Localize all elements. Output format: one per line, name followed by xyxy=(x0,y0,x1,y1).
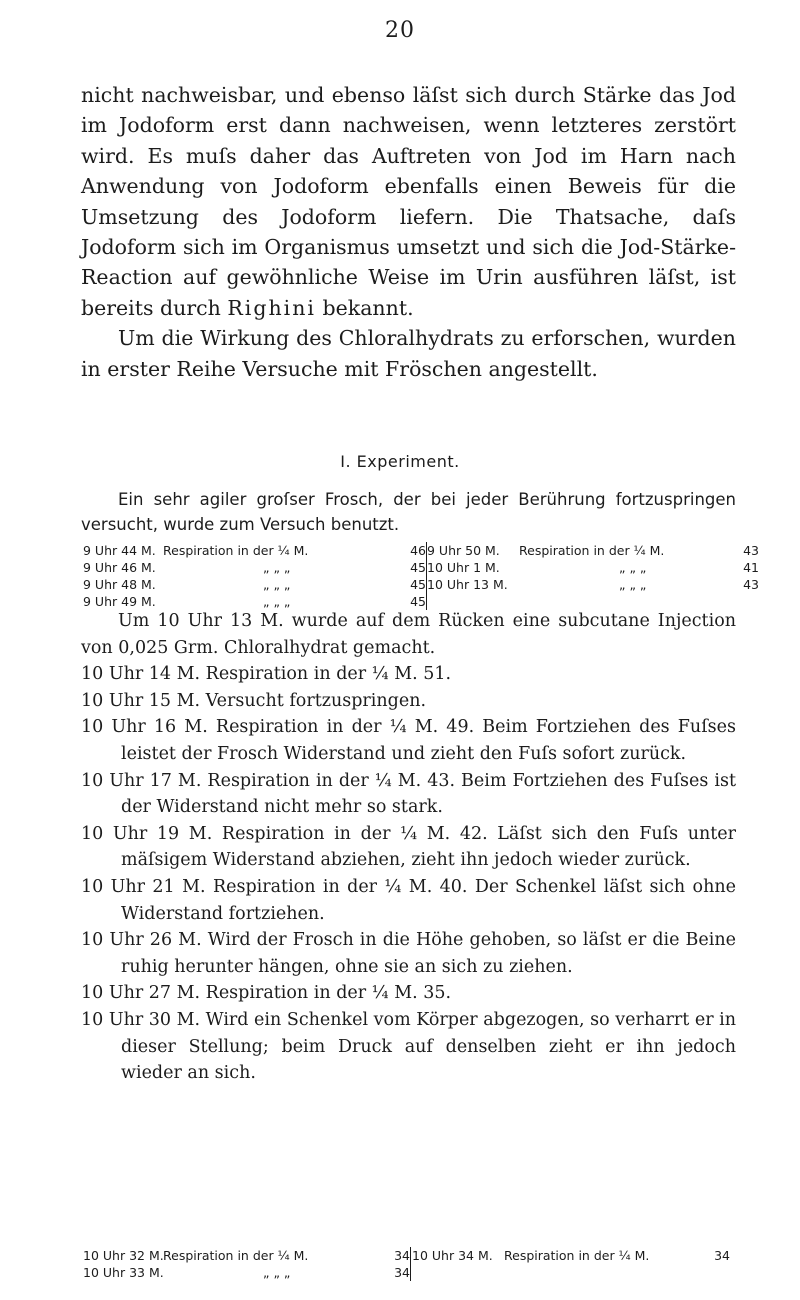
time-cell: 9 Uhr 46 M. xyxy=(83,560,156,575)
experiment-log xyxy=(81,608,736,1087)
log-entry: 10 Uhr 27 M. Respiration in der ¼ M. 35. xyxy=(81,983,452,1004)
value-cell: 34 xyxy=(371,1264,411,1281)
value-cell: 41 xyxy=(743,560,759,575)
paragraph-text: nicht nachweisbar, und ebenso läſst sich durch Stärke das Jod im Jodoform erst dann nachweisen, wenn letzteres zerstört wird. Es muſs daher das Auftreten von Jod im Harn nach Anwendung von Jodoform ebenfalls einen Beweis für die Umsetzung des Jodoform liefern. Die Thatsache, daſs Jodoform sich im Organismus umsetzt und sich die Jod-Stärke-Reaction auf gewöhnliche Weise im Urin ausführen läſst, ist bereits durch xyxy=(81,83,736,320)
time-cell: 10 Uhr 32 M. xyxy=(83,1248,164,1263)
respiration-table-1 xyxy=(83,542,427,610)
intro-text: Ein sehr agiler groſser Frosch, der bei jeder Berührung fortzuspringen versucht, wurde zum Versuch benutzt. xyxy=(81,490,736,534)
label-cell: „ „ „ xyxy=(263,594,291,609)
log-entry: 10 Uhr 19 M. Respiration in der ¼ M. 42. Läſst sich den Fuſs unter mäſsigem Widerstand abziehen, zieht ihn jedoch wieder zurück. xyxy=(81,823,736,871)
log-entry: 10 Uhr 26 M. Wird der Frosch in die Höhe gehoben, so läſst er die Beine ruhig herunter hängen, ohne sie an sich zu ziehen. xyxy=(81,930,736,977)
author-name: Righini xyxy=(227,295,316,320)
log-entry: 10 Uhr 30 M. Wird ein Schenkel vom Körper abgezogen, so verharrt er in dieser Stellung; beim Druck auf denselben zieht er ihn jedoch wieder an sich. xyxy=(81,1009,737,1084)
value-cell: 45 xyxy=(379,559,427,576)
value-cell: 45 xyxy=(379,576,427,593)
label-cell: „ „ „ xyxy=(619,560,647,575)
injection-note: Um 10 Uhr 13 M. wurde auf dem Rücken eine subcutane Injection von 0,025 Grm. Chloralhydrat gemacht. xyxy=(81,611,736,658)
time-cell: 9 Uhr 49 M. xyxy=(83,594,156,609)
value-cell: 34 xyxy=(371,1247,411,1264)
experiment-intro xyxy=(81,487,736,537)
label-cell: „ „ „ xyxy=(263,577,291,592)
respiration-table-4 xyxy=(412,1247,730,1264)
time-cell: 9 Uhr 44 M. xyxy=(83,543,156,558)
label-cell: Respiration in der ¼ M. xyxy=(519,543,665,558)
time-cell: 10 Uhr 13 M. xyxy=(427,577,508,592)
label-cell: Respiration in der ¼ M. xyxy=(504,1248,650,1263)
log-entry: 10 Uhr 21 M. Respiration in der ¼ M. 40. Der Schenkel läſst sich ohne Widerstand fortziehen. xyxy=(81,876,736,924)
respiration-table-3 xyxy=(83,1247,411,1281)
experiment-heading: I. Experiment. xyxy=(340,452,460,471)
label-cell: Respiration in der ¼ M. xyxy=(163,543,309,558)
log-entry: 10 Uhr 15 M. Versucht fortzuspringen. xyxy=(81,690,427,711)
paragraph xyxy=(81,80,736,323)
body-text xyxy=(81,80,736,384)
time-cell: 10 Uhr 1 M. xyxy=(427,560,500,575)
time-cell: 10 Uhr 33 M. xyxy=(83,1265,164,1280)
value-cell: 45 xyxy=(379,593,427,610)
log-entry: 10 Uhr 14 M. Respiration in der ¼ M. 51. xyxy=(81,664,452,685)
paragraph: Um die Wirkung des Chloralhydrats zu erforschen, wurden in erster Reihe Versuche mit Fröschen angestellt. xyxy=(81,326,736,381)
page-number: 20 xyxy=(385,18,415,43)
time-cell: 9 Uhr 50 M. xyxy=(427,543,500,558)
value-cell: 34 xyxy=(714,1248,730,1263)
log-entry: 10 Uhr 16 M. Respiration in der ¼ M. 49. Beim Fortziehen des Fuſses leistet der Frosch Widerstand und zieht den Fuſs sofort zurück. xyxy=(81,717,736,764)
value-cell: 46 xyxy=(379,542,427,559)
label-cell: Respiration in der ¼ M. xyxy=(163,1248,309,1263)
label-cell: „ „ „ xyxy=(263,1265,291,1280)
log-entry: 10 Uhr 17 M. Respiration in der ¼ M. 43. Beim Fortziehen des Fuſses ist der Widerstand nicht mehr so stark. xyxy=(81,770,736,818)
value-cell: 43 xyxy=(743,577,759,592)
value-cell: 43 xyxy=(743,543,759,558)
paragraph-text: bekannt. xyxy=(322,295,414,320)
respiration-table-2 xyxy=(427,542,759,593)
time-cell: 9 Uhr 48 M. xyxy=(83,577,156,592)
label-cell: „ „ „ xyxy=(619,577,647,592)
time-cell: 10 Uhr 34 M. xyxy=(412,1248,493,1263)
label-cell: „ „ „ xyxy=(263,560,291,575)
